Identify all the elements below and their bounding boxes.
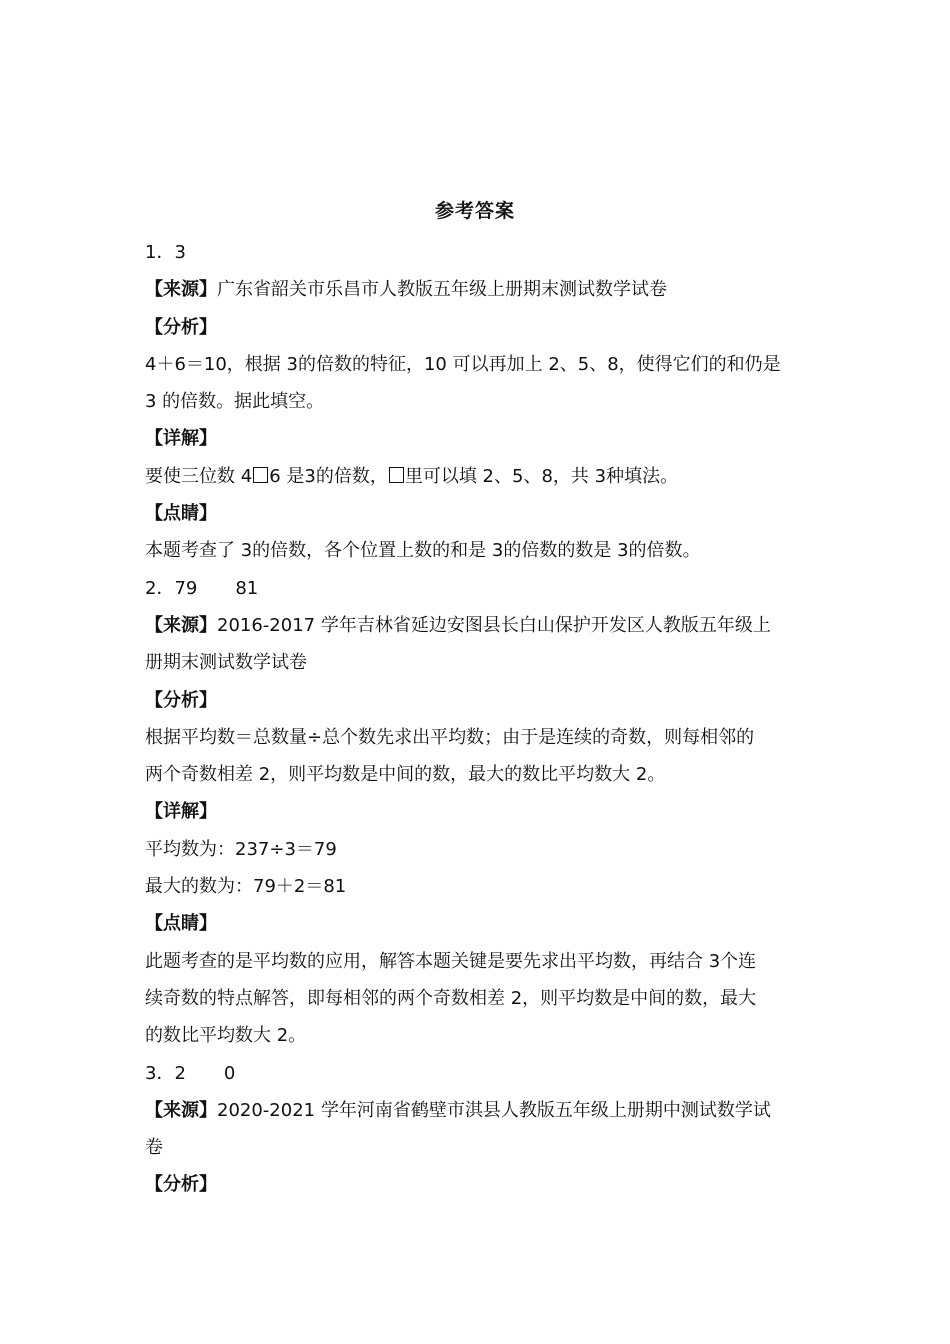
page-title: 参考答案 — [434, 200, 515, 222]
q1-detail-part-b: 6 是3的倍数， — [269, 465, 388, 487]
q2-comment-line-1: 此题考查的是平均数的应用，解答本题关键是要先求出平均数，再结合 3个连 — [145, 950, 757, 972]
q1-analysis-line-2: 3 的倍数。据此填空。 — [145, 391, 325, 413]
q2-comment-line-2: 续奇数的特点解答，即每相邻的两个奇数相差 2，则平均数是中间的数，最大 — [145, 987, 757, 1009]
q2-source-line-1 — [145, 607, 805, 644]
q3-source-line-2: 卷 — [145, 1137, 163, 1159]
q1-detail-line — [145, 458, 805, 495]
blank-box-icon — [389, 467, 404, 483]
q2-detail-line-1: 平均数为：237÷3＝79 — [145, 838, 337, 860]
q3-answer-2: 0 — [223, 1062, 236, 1084]
q3-source-tag: 【来源】 — [145, 1099, 217, 1121]
q2-answer-1: 2．79 — [145, 577, 198, 599]
q2-detail-tag: 【详解】 — [145, 801, 217, 823]
q2-answer-line — [145, 570, 805, 607]
q2-comment-tag: 【点睛】 — [145, 913, 217, 935]
q2-analysis-line-1: 根据平均数＝总数量÷总个数先求出平均数；由于是连续的奇数，则每相邻的 — [145, 726, 755, 748]
q2-comment-line-3: 的数比平均数大 2。 — [145, 1025, 307, 1047]
q1-analysis-tag: 【分析】 — [145, 316, 217, 338]
q3-answer-1: 3．2 — [145, 1062, 186, 1084]
q1-comment-line: 本题考查了 3的倍数，各个位置上数的和是 3的倍数的数是 3的倍数。 — [145, 540, 701, 562]
q2-answer-2: 81 — [235, 577, 259, 599]
q1-comment-tag: 【点睛】 — [145, 503, 217, 525]
q2-analysis-line-2: 两个奇数相差 2，则平均数是中间的数，最大的数比平均数大 2。 — [145, 764, 666, 786]
q1-source-tag: 【来源】 — [145, 279, 217, 301]
q1-answer: 1．3 — [145, 242, 186, 263]
q2-source-tag: 【来源】 — [145, 614, 217, 636]
blank-box-icon — [253, 467, 268, 483]
q3-source-line-1 — [145, 1092, 805, 1129]
q3-answer-line — [145, 1055, 805, 1092]
q2-source-line-2: 册期末测试数学试卷 — [145, 652, 307, 674]
answer-content — [145, 234, 805, 1204]
q2-detail-line-2: 最大的数为：79＋2＝81 — [145, 876, 347, 898]
q1-detail-part-c: 里可以填 2、5、8，共 3种填法。 — [404, 465, 679, 487]
q2-analysis-tag: 【分析】 — [145, 689, 217, 711]
q1-source-line — [145, 271, 805, 308]
q1-analysis-line-1: 4＋6＝10，根据 3的倍数的特征，10 可以再加上 2、5、8，使得它们的和仍是 — [145, 353, 781, 375]
q3-source-text-1: 2020-2021 学年河南省鹤壁市淇县人教版五年级上册期中测试数学试 — [217, 1099, 771, 1121]
q3-analysis-tag: 【分析】 — [145, 1174, 217, 1196]
q1-source-text: 广东省韶关市乐昌市人教版五年级上册期末测试数学试卷 — [217, 279, 667, 301]
q2-source-text-1: 2016-2017 学年吉林省延边安图县长白山保护开发区人教版五年级上 — [217, 614, 771, 636]
q1-detail-tag: 【详解】 — [145, 428, 217, 450]
q1-detail-part-a: 要使三位数 4 — [145, 465, 253, 487]
